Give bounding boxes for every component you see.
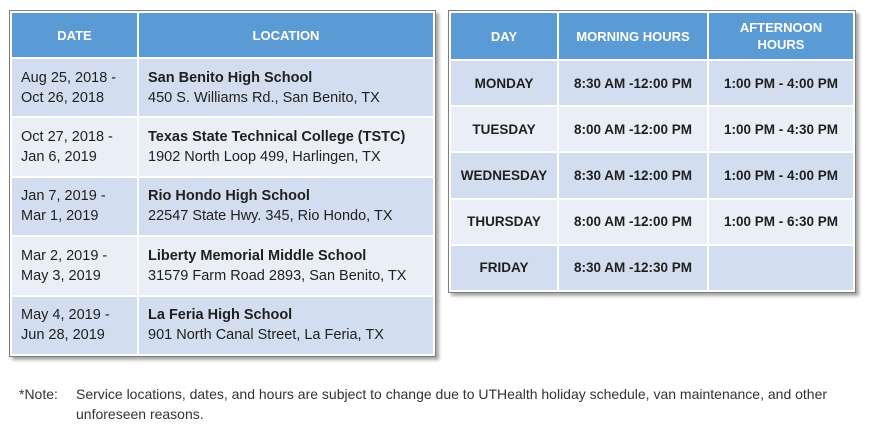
afternoon-hours-column-header <box>708 12 854 60</box>
date-column-header: DATE <box>11 12 138 58</box>
locations-header-row <box>11 12 434 58</box>
location-name: Texas State Technical College (TSTC) <box>148 129 406 146</box>
location-row <box>11 177 434 236</box>
day-cell: FRIDAY <box>450 245 558 291</box>
hours-row <box>450 106 854 152</box>
location-name: Liberty Memorial Middle School <box>148 247 367 264</box>
afternoon-hours-cell: 1:00 PM - 4:00 PM <box>708 152 854 198</box>
afternoon-hours-cell: 1:00 PM - 4:30 PM <box>708 106 854 152</box>
location-row <box>11 58 434 117</box>
day-cell: THURSDAY <box>450 199 558 245</box>
locations-table <box>9 10 436 357</box>
date-cell <box>11 236 138 295</box>
date-end: Mar 1, 2019 <box>21 208 99 225</box>
location-cell <box>138 58 434 117</box>
day-column-header: DAY <box>450 12 558 60</box>
date-cell <box>11 117 138 176</box>
date-start: Oct 27, 2018 - <box>21 129 113 146</box>
hours-table <box>448 10 856 293</box>
morning-hours-column-header: MORNING HOURS <box>558 12 708 60</box>
date-start: Aug 25, 2018 - <box>21 69 117 86</box>
date-cell <box>11 296 138 355</box>
morning-hours-cell: 8:00 AM -12:00 PM <box>558 106 708 152</box>
morning-hours-cell: 8:30 AM -12:00 PM <box>558 60 708 106</box>
location-cell <box>138 117 434 176</box>
afternoon-hours-cell: 1:00 PM - 6:30 PM <box>708 199 854 245</box>
day-cell: MONDAY <box>450 60 558 106</box>
date-end: Jun 28, 2019 <box>21 327 105 344</box>
location-cell <box>138 236 434 295</box>
date-cell <box>11 58 138 117</box>
location-row <box>11 117 434 176</box>
hours-row <box>450 199 854 245</box>
location-address: 901 North Canal Street, La Feria, TX <box>148 327 384 344</box>
date-cell <box>11 177 138 236</box>
hours-row <box>450 245 854 291</box>
date-end: May 3, 2019 <box>21 267 101 284</box>
location-column-header: LOCATION <box>138 12 434 58</box>
location-name: Rio Hondo High School <box>148 188 310 205</box>
date-start: Mar 2, 2019 - <box>21 247 108 264</box>
location-cell <box>138 296 434 355</box>
hours-row <box>450 60 854 106</box>
location-address: 450 S. Williams Rd., San Benito, TX <box>148 89 380 106</box>
afternoon-hours-cell <box>708 245 854 291</box>
date-end: Jan 6, 2019 <box>21 149 97 166</box>
note-text: Service locations, dates, and hours are subject to change due to UTHealth holiday schedule, van maintenance, and other unforeseen reasons. <box>76 386 828 422</box>
disclaimer-note <box>19 384 859 424</box>
date-start: Jan 7, 2019 - <box>21 188 106 205</box>
morning-hours-cell: 8:00 AM -12:00 PM <box>558 199 708 245</box>
location-row <box>11 236 434 295</box>
afternoon-header-line2: HOURS <box>757 37 805 52</box>
location-name: San Benito High School <box>148 69 313 86</box>
afternoon-header-line1: AFTERNOON <box>739 20 823 35</box>
location-cell <box>138 177 434 236</box>
morning-hours-cell: 8:30 AM -12:30 PM <box>558 245 708 291</box>
hours-header-row <box>450 12 854 60</box>
location-address: 1902 North Loop 499, Harlingen, TX <box>148 149 381 166</box>
hours-row <box>450 152 854 198</box>
note-label: *Note: <box>19 386 58 402</box>
location-name: La Feria High School <box>148 307 293 324</box>
location-row <box>11 296 434 355</box>
day-cell: TUESDAY <box>450 106 558 152</box>
date-start: May 4, 2019 - <box>21 307 110 324</box>
day-cell: WEDNESDAY <box>450 152 558 198</box>
location-address: 22547 State Hwy. 345, Rio Hondo, TX <box>148 208 393 225</box>
afternoon-hours-cell: 1:00 PM - 4:00 PM <box>708 60 854 106</box>
date-end: Oct 26, 2018 <box>21 89 105 106</box>
morning-hours-cell: 8:30 AM -12:00 PM <box>558 152 708 198</box>
location-address: 31579 Farm Road 2893, San Benito, TX <box>148 267 407 284</box>
